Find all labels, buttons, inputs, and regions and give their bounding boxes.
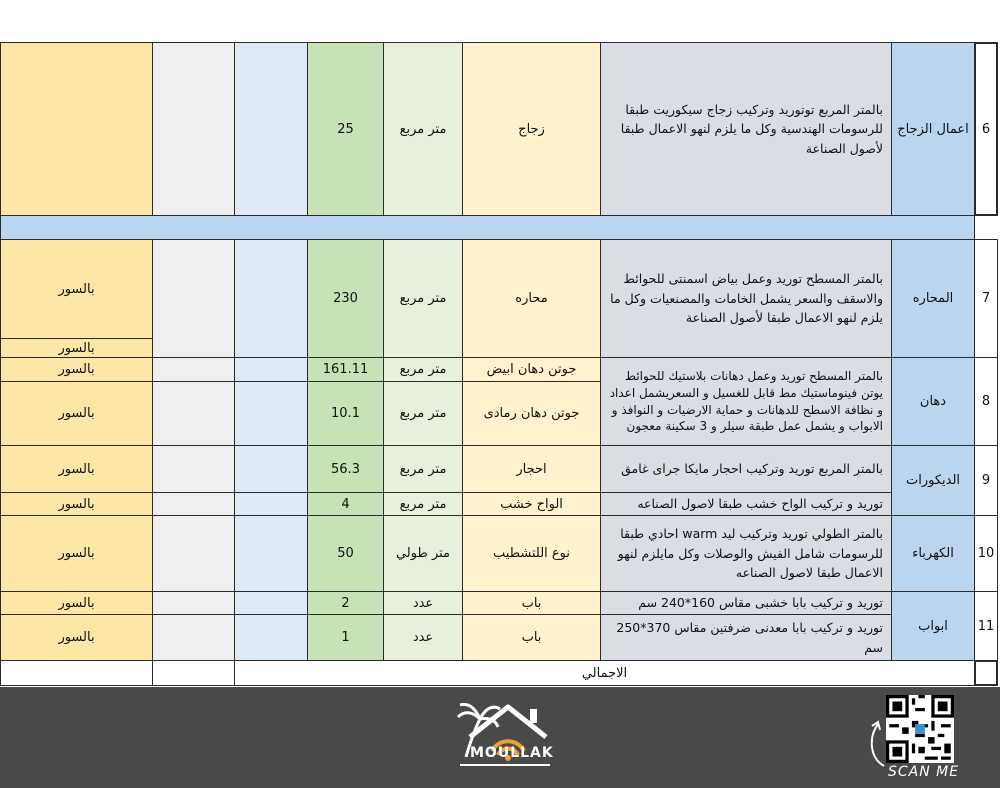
scan-me-label: SCAN ME xyxy=(888,764,960,780)
description-cell: توريد و تركيب بابا خشبى مقاس 160*240 سم xyxy=(600,591,892,615)
row-number: 6 xyxy=(974,42,998,216)
total-cell: بالسور xyxy=(0,357,153,382)
unit-cell: متر مربع xyxy=(383,239,463,358)
unit-price-cell xyxy=(152,357,235,382)
unit-price-cell xyxy=(152,515,235,592)
moullak-logo xyxy=(430,695,570,781)
qty-cell: 56.3 xyxy=(307,445,384,493)
item-cell: زجاج xyxy=(462,42,601,216)
description-cell: بالمتر الطولي توريد وتركيب ليد warm احادي طبقا للرسومات شامل الفيش والوصلات وكل مايلزم لنهو الاعمال طبقا لاصول الصناعه xyxy=(600,515,892,592)
total-cell: بالسور xyxy=(0,381,153,446)
qr-code-icon[interactable] xyxy=(886,695,954,763)
item-cell: احجار xyxy=(462,445,601,493)
unit-cell: متر مربع xyxy=(383,381,463,446)
description-cell: توريد و تركيب الواح خشب طبقا لاصول الصناعه xyxy=(600,492,892,516)
qty-cell: 1 xyxy=(307,614,384,661)
qty-cell: 50 xyxy=(307,515,384,592)
category-cell: الكهرباء xyxy=(891,515,975,592)
qty-cell: 161.11 xyxy=(307,357,384,382)
rate-cell xyxy=(234,445,308,493)
rate-cell xyxy=(234,42,308,216)
unit-cell: عدد xyxy=(383,614,463,661)
qty-cell: 2 xyxy=(307,591,384,615)
grand-total-corner xyxy=(974,660,998,686)
grand-total-value xyxy=(0,660,153,686)
row-number: 10 xyxy=(974,515,998,592)
item-cell: نوع اللتشطيب xyxy=(462,515,601,592)
rate-cell xyxy=(234,614,308,661)
description-cell: بالمتر المسطح توريد وعمل دهانات بلاستيك للحوائط يوتن فينوماستيك مط قابل للغسيل و السعريشمل اعداد و نظافة الاسطح للدهانات و حماية الارضيات و النوافذ و الابواب و يشمل عمل طبقة سيلر و 3 سكينة معجون xyxy=(600,357,892,446)
rate-cell xyxy=(234,357,308,382)
unit-cell: متر مربع xyxy=(383,445,463,493)
grand-total-label: الاجمالي xyxy=(234,660,975,686)
qty-cell: 4 xyxy=(307,492,384,516)
qty-cell: 25 xyxy=(307,42,384,216)
section-separator xyxy=(0,215,975,240)
total-cell: بالسور xyxy=(0,338,153,358)
total-cell: بالسور xyxy=(0,445,153,493)
description-cell: توريد و تركيب بابا معدنى ضرفتين مقاس 370*250 سم xyxy=(600,614,892,661)
total-cell xyxy=(0,42,153,216)
unit-cell: متر مربع xyxy=(383,42,463,216)
rate-cell xyxy=(234,492,308,516)
row-number: 8 xyxy=(974,357,998,446)
qty-cell: 10.1 xyxy=(307,381,384,446)
rate-cell xyxy=(234,591,308,615)
rate-cell xyxy=(234,239,308,358)
total-cell: بالسور xyxy=(0,591,153,615)
curved-arrow-icon xyxy=(866,718,888,768)
unit-price-cell xyxy=(152,614,235,661)
category-cell: الديكورات xyxy=(891,445,975,516)
category-cell: المحاره xyxy=(891,239,975,358)
unit-price-cell xyxy=(152,591,235,615)
row-number: 9 xyxy=(974,445,998,516)
unit-price-cell xyxy=(152,445,235,493)
item-cell: جوتن دهان ابيض xyxy=(462,357,601,382)
brand-name: MOULLAK xyxy=(470,745,554,761)
category-cell: ابواب xyxy=(891,591,975,661)
qty-cell: 230 xyxy=(307,239,384,358)
row-number: 11 xyxy=(974,591,998,661)
footer-band xyxy=(0,687,1000,788)
unit-price-cell xyxy=(152,42,235,216)
category-cell: دهان xyxy=(891,357,975,446)
item-cell: باب xyxy=(462,614,601,661)
total-cell: بالسور xyxy=(0,239,153,339)
unit-price-cell xyxy=(152,381,235,446)
item-cell: جوتن دهان رمادى xyxy=(462,381,601,446)
unit-cell: متر طولي xyxy=(383,515,463,592)
item-cell: محاره xyxy=(462,239,601,358)
description-cell: بالمتر المربع توريد وتركيب احجار مايكا جراى غامق xyxy=(600,445,892,493)
item-cell: باب xyxy=(462,591,601,615)
total-cell: بالسور xyxy=(0,515,153,592)
total-cell: بالسور xyxy=(0,614,153,661)
description-cell: بالمتر المسطح توريد وعمل بياض اسمنتى للحوائط والاسقف والسعر يشمل الخامات والمصنعيات وكل ما يلزم لنهو الاعمال طبقا لأصول الصناعة xyxy=(600,239,892,358)
rate-cell xyxy=(234,381,308,446)
row-number: 7 xyxy=(974,239,998,358)
rate-cell xyxy=(234,515,308,592)
category-cell: اعمال الزجاج xyxy=(891,42,975,216)
unit-price-cell xyxy=(152,492,235,516)
unit-cell: عدد xyxy=(383,591,463,615)
unit-price-cell xyxy=(152,239,235,358)
description-cell: بالمتر المربع توتوريد وتركيب زجاج سيكوريت طبقا للرسومات الهندسية وكل ما يلزم لنهو الاعمال طبقا لأصول الصناعة xyxy=(600,42,892,216)
grand-total-blank xyxy=(152,660,235,686)
unit-cell: متر مربع xyxy=(383,492,463,516)
unit-cell: متر مربع xyxy=(383,357,463,382)
total-cell: بالسور xyxy=(0,492,153,516)
item-cell: الواح خشب xyxy=(462,492,601,516)
